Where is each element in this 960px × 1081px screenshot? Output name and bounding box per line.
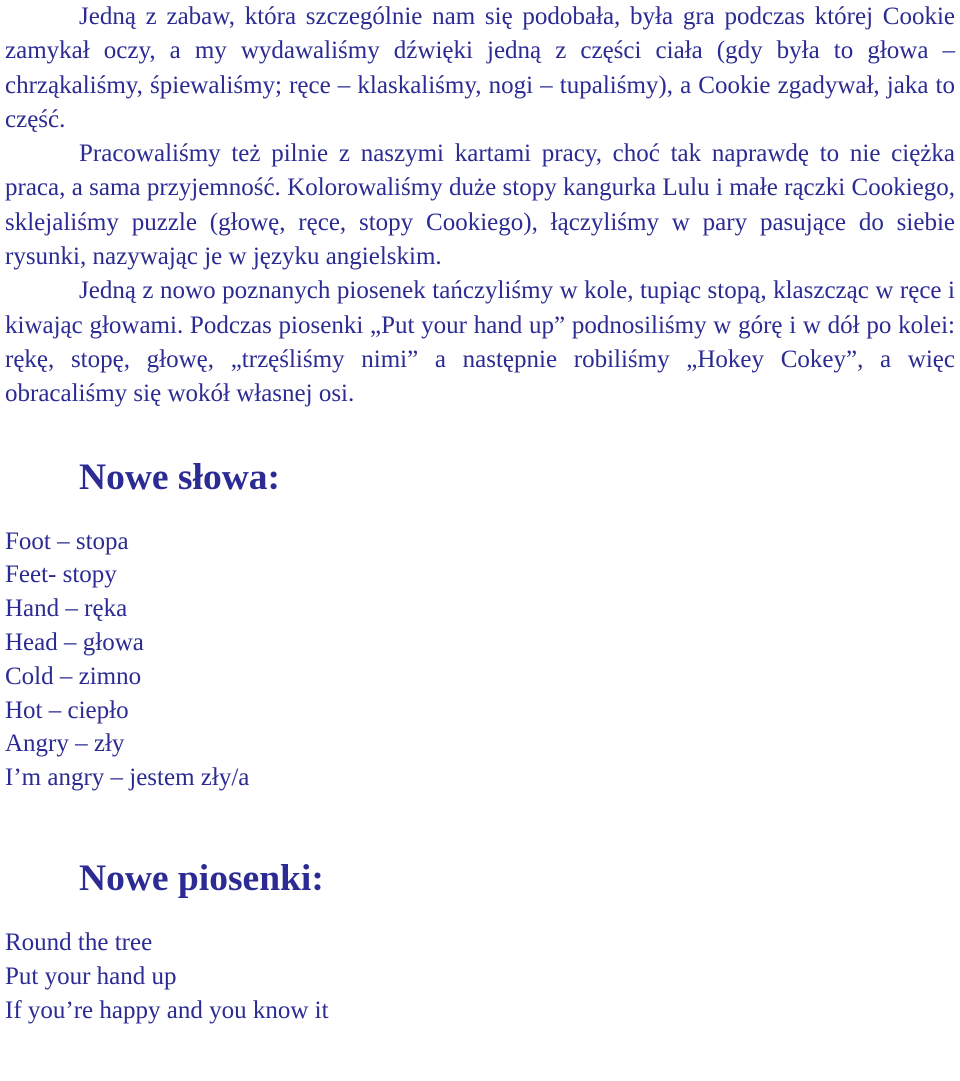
vocab-item: Cold – zimno	[5, 662, 142, 690]
new-words-heading: Nowe słowa:	[79, 456, 281, 498]
song-item: If you’re happy and you know it	[5, 996, 329, 1024]
vocab-item: Foot – stopa	[5, 527, 129, 555]
vocab-item: Angry – zły	[5, 730, 125, 758]
document-page	[5, 0, 955, 1027]
new-songs-list	[5, 926, 955, 1027]
song-item: Put your hand up	[5, 962, 177, 990]
vocab-item: Hand – ręka	[5, 595, 128, 623]
song-item: Round the tree	[5, 928, 153, 956]
paragraph-worksheets: Pracowaliśmy też pilnie z naszymi kartami pracy, choć tak naprawdę to nie ciężka praca, a sama przyjemność. Kolorowaliśmy duże stopy kangurka Lulu i małe rączki Cookiego, sklejaliśmy puzzle (głowę, ręce, stopy Cookiego), łączyliśmy w pary pasujące do siebie rysunki, nazywając je w języku angielskim.	[5, 140, 955, 271]
paragraph-games: Jedną z zabaw, która szczególnie nam się podobała, była gra podczas której Cookie zamykał oczy, a my wydawaliśmy dźwięki jedną z części ciała (gdy była to głowa – chrząkaliśmy, śpiewaliśmy; ręce – klaskaliśmy, nogi – tupaliśmy), a Cookie zgadywał, jaka to część.	[5, 3, 955, 133]
vocab-item: Head – głowa	[5, 628, 144, 656]
vocab-item: Feet- stopy	[5, 561, 117, 589]
vocab-item: I’m angry – jestem zły/a	[5, 764, 250, 792]
new-words-list	[5, 525, 955, 795]
paragraph-songs: Jedną z nowo poznanych piosenek tańczyliśmy w kole, tupiąc stopą, klaszcząc w ręce i kiwając głowami. Podczas piosenki „Put your hand up” podnosiliśmy w górę i w dół po kolei: rękę, stopę, głowę, „trzęśliśmy nimi” a następnie robiliśmy „Hokey Cokey”, a więc obracaliśmy się wokół własnej osi.	[5, 277, 955, 408]
vocab-item: Hot – ciepło	[5, 696, 129, 724]
new-songs-heading: Nowe piosenki:	[79, 857, 324, 899]
